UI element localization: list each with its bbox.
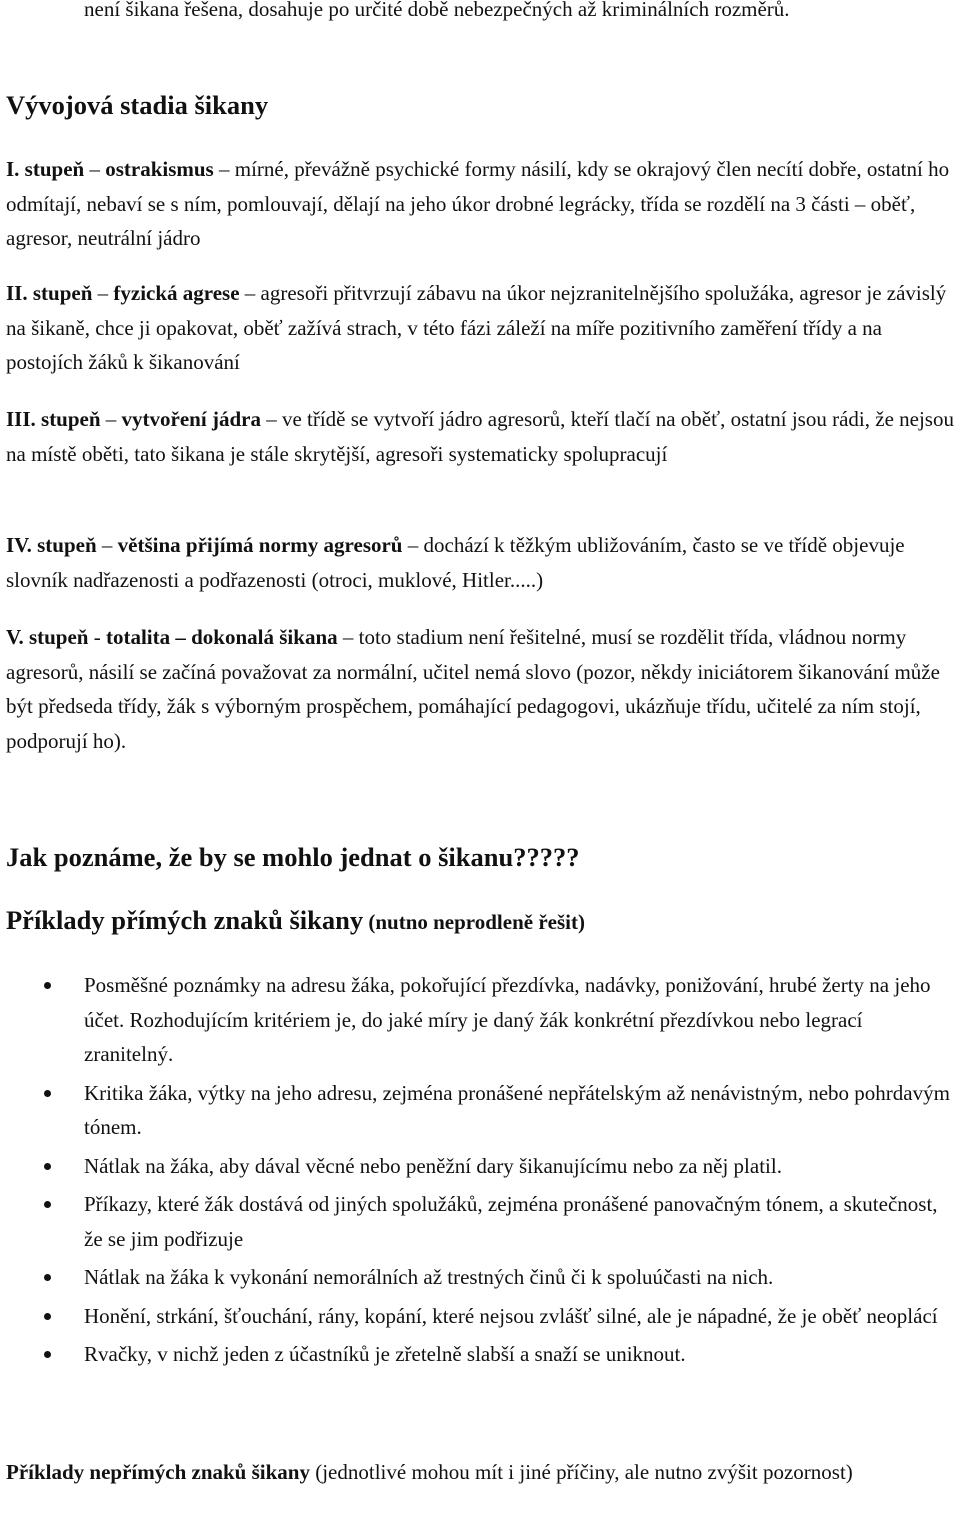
stage-1-text: mírné, převážně psychické formy násilí, kdy se okrajový člen necítí dobře, ostatní ho odmítají, nebaví se s ním, pomlouvají, dělají na jeho úkor drobné legrácky, třída se rozdělí na 3 části – oběť, agresor, neutrální jádro [6, 157, 950, 250]
list-item [0, 1299, 960, 1334]
stage-5-sep2: – [337, 625, 359, 649]
list-item [0, 1149, 960, 1184]
bullet-icon [44, 1351, 51, 1358]
stage-2-text: agresoři přitvrzují zábavu na úkor nejzranitelnějšího spolužáka, agresor je závislý na šikaně, chce ji opakovat, oběť zažívá strach, v této fázi záleží na míře pozitivního zaměření třídy a na postojích žáků k šikanování [6, 281, 947, 374]
stage-1-sep1: – [84, 157, 106, 181]
list-item-text: Posměšné poznámky na adresu žáka, pokořující přezdívka, nadávky, ponižování, hrubé žerty na jeho účet. Rozhodujícím kritériem je, do jaké míry je daný žák konkrétní přezdívkou nebo legrací zranitelný. [84, 973, 931, 1066]
stage-1 [6, 152, 954, 256]
stage-2-sep1: – [92, 281, 114, 305]
stages-heading-text: Vývojová stadia šikany [6, 90, 269, 120]
intro-text: není šikana řešena, dosahuje po určité době nebezpečných až kriminálních rozměrů. [84, 0, 790, 21]
question-heading-text: Jak poznáme, že by se mohlo jednat o šikanu????? [6, 842, 580, 872]
list-item-text: Nátlak na žáka k vykonání nemorálních až trestných činů či k spoluúčasti na nich. [84, 1265, 774, 1289]
stage-3 [6, 402, 954, 471]
stage-4-num: IV. stupeň [6, 533, 97, 557]
stage-4-sep1: – [96, 533, 118, 557]
intro-continuation [84, 0, 944, 27]
stage-3-num: III. stupeň [6, 407, 101, 431]
list-item [0, 1260, 960, 1295]
indirect-signs-note: (jednotlivé mohou mít i jiné příčiny, ale nutno zvýšit pozornost) [309, 1460, 853, 1484]
direct-signs-note: (nutno neprodleně řešit) [363, 910, 585, 934]
list-item-text: Honění, strkání, šťouchání, rány, kopání, které nejsou zvlášť silné, ale je nápadné, že je oběť neoplácí [84, 1303, 938, 1328]
stage-3-sep1: – [100, 407, 122, 431]
indirect-signs-heading [6, 1455, 954, 1490]
stage-1-sep2: – [213, 157, 235, 181]
list-item [0, 1187, 960, 1256]
stage-3-text: ve třídě se vytvoří jádro agresorů, kteří tlačí na oběť, ostatní jsou rádi, že nejsou na místě oběti, tato šikana je stále skrytější, agresoři systematicky spolupracují [6, 407, 954, 466]
list-item-text: Rvačky, v nichž jeden z účastníků je zřetelně slabší a snaží se uniknout. [84, 1342, 686, 1366]
stage-3-sep2: – [260, 407, 282, 431]
stages-heading [6, 90, 268, 121]
stage-5-name: totalita – dokonalá šikana [105, 625, 338, 649]
bullet-icon [44, 1313, 51, 1320]
direct-signs-heading [6, 905, 585, 936]
stage-1-name: ostrakismus [105, 157, 214, 181]
direct-signs-title: Příklady přímých znaků šikany [6, 905, 364, 935]
list-item-text: Kritika žáka, výtky na jeho adresu, zejména pronášené nepřátelským až nenávistným, nebo pohrdavým tónem. [84, 1080, 950, 1139]
bullet-icon [44, 982, 51, 989]
stage-2 [6, 276, 954, 380]
stage-1-num: I. stupeň [6, 157, 85, 181]
stage-4 [6, 528, 954, 597]
list-item [0, 1337, 960, 1372]
stage-2-name: fyzická agrese [113, 281, 240, 305]
bullet-icon [44, 1201, 51, 1208]
stage-4-sep2: – [402, 533, 424, 557]
stage-5-num: V. stupeň [6, 625, 89, 649]
indirect-signs-title: Příklady nepřímých znaků šikany [6, 1460, 310, 1484]
stage-3-name: vytvoření jádra [121, 407, 261, 431]
list-item [0, 1076, 960, 1145]
question-heading [6, 842, 579, 873]
stage-4-name: většina přijímá normy agresorů [117, 533, 403, 557]
stage-4-text: dochází k těžkým ubližováním, často se ve třídě objevuje slovník nadřazenosti a podřazenosti (otroci, muklové, Hitler.....) [6, 533, 905, 592]
list-item [0, 968, 960, 1072]
bullet-icon [44, 1163, 51, 1170]
direct-signs-list [0, 968, 960, 1376]
list-item-text: Příkazy, které žák dostává od jiných spolužáků, zejména pronášené panovačným tónem, a skutečnost, že se jim podřizuje [84, 1192, 938, 1251]
stage-2-num: II. stupeň [6, 281, 93, 305]
stage-5 [6, 620, 954, 758]
stage-5-sep1: - [88, 625, 106, 649]
stage-5-text: toto stadium není řešitelné, musí se rozdělit třída, vládnou normy agresorů, násilí se začíná považovat za normální, učitel nemá slovo (pozor, někdy iniciátorem šikanování může být předseda třídy, žák s výborným prospěchem, pomáhající pedagogovi, ukázňuje třídu, učitelé za ním stojí, podporují ho). [6, 625, 940, 753]
stage-2-sep2: – [239, 281, 261, 305]
bullet-icon [44, 1090, 51, 1097]
bullet-icon [44, 1274, 51, 1281]
list-item-text: Nátlak na žáka, aby dával věcné nebo peněžní dary šikanujícímu nebo za něj platil. [84, 1153, 782, 1178]
